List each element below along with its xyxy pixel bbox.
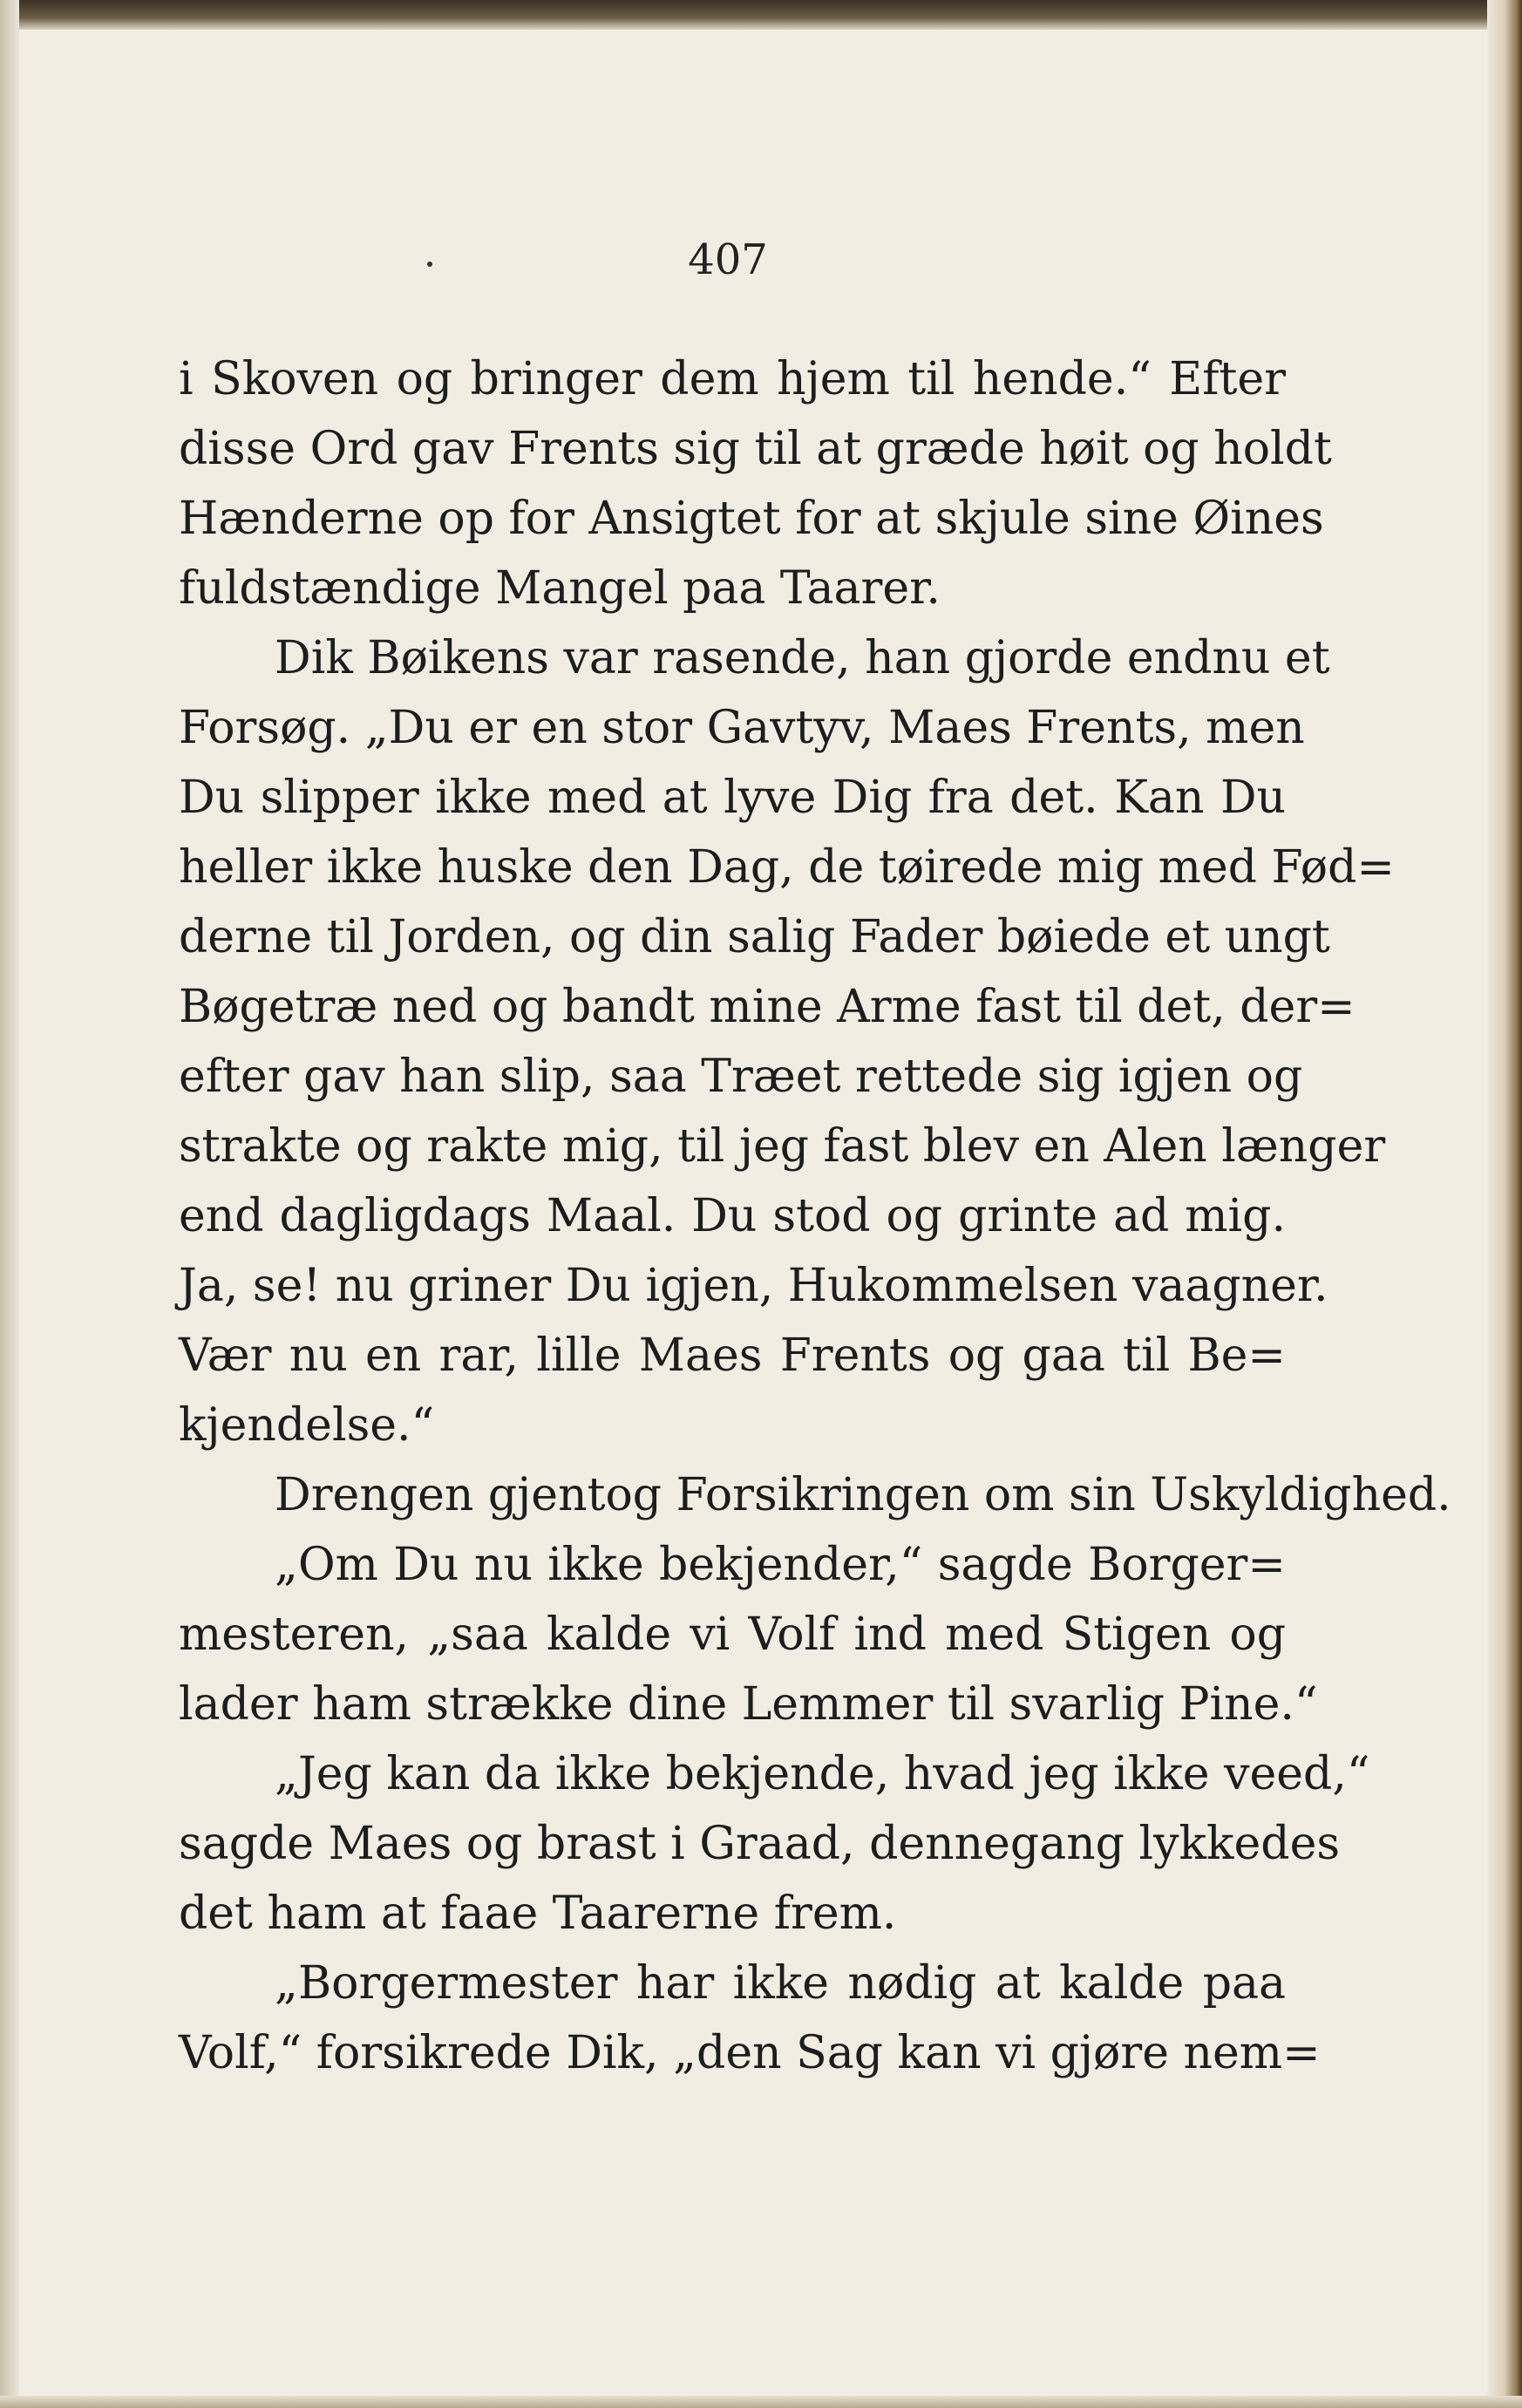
text-line: Hænderne op for Ansigtet for at skjule sine Øines <box>179 493 1324 545</box>
text-line: „Om Du nu ikke bekjender,“ sagde Borger= <box>275 1539 1286 1591</box>
text-line: derne til Jorden, og din salig Fader bøiede et ungt <box>179 911 1330 963</box>
text-line: lader ham strække dine Lemmer til svarlig Pine.“ <box>179 1678 1318 1731</box>
text-line: efter gav han slip, saa Træet rettede sig igjen og <box>179 1051 1303 1103</box>
text-line: fuldstændige Mangel paa Taarer. <box>179 562 941 615</box>
text-line: heller ikke huske den Dag, de tøirede mig med Fød= <box>179 841 1395 894</box>
page-bottom-edge <box>0 2396 1522 2408</box>
text-line: Bøgetræ ned og bandt mine Arme fast til det, der= <box>179 981 1356 1033</box>
body-text <box>179 344 1451 2088</box>
page-right-edge <box>1487 0 1522 2408</box>
text-line: strakte og rakte mig, til jeg fast blev en Alen længer <box>179 1120 1386 1173</box>
page-left-edge <box>0 0 19 2408</box>
page-number: 407 <box>688 235 768 284</box>
text-line: „Jeg kan da ikke bekjende, hvad jeg ikke veed,“ <box>275 1748 1370 1800</box>
page-top-edge <box>0 0 1522 30</box>
text-line: det ham at faae Taarerne frem. <box>179 1888 897 1940</box>
text-line: end dagligdags Maal. Du stod og grinte ad mig. <box>179 1190 1286 1242</box>
text-line: Forsøg. „Du er en stor Gavtyv, Maes Frents, men <box>179 702 1305 754</box>
text-line: Drengen gjentog Forsikringen om sin Uskyldighed. <box>275 1469 1451 1521</box>
text-line: disse Ord gav Frents sig til at græde høit og holdt <box>179 423 1332 475</box>
text-line: i Skoven og bringer dem hjem til hende.“ Efter <box>179 353 1286 405</box>
text-line: kjendelse.“ <box>179 1399 435 1452</box>
text-line: „Borgermester har ikke nødig at kalde paa <box>275 1957 1286 2010</box>
text-line: Vær nu en rar, lille Maes Frents og gaa til Be= <box>179 1330 1286 1382</box>
text-line: Dik Bøikens var rasende, han gjorde endnu et <box>275 632 1330 684</box>
text-line: sagde Maes og brast i Graad, dennegang lykkedes <box>179 1818 1341 1870</box>
text-line: Volf,“ forsikrede Dik, „den Sag kan vi gjøre nem= <box>179 2027 1321 2079</box>
text-line: mesteren, „saa kalde vi Volf ind med Stigen og <box>179 1609 1286 1661</box>
text-line: Ja, se! nu griner Du igjen, Hukommelsen vaagner. <box>179 1260 1328 1312</box>
text-line: Du slipper ikke med at lyve Dig fra det. Kan Du <box>179 772 1286 824</box>
